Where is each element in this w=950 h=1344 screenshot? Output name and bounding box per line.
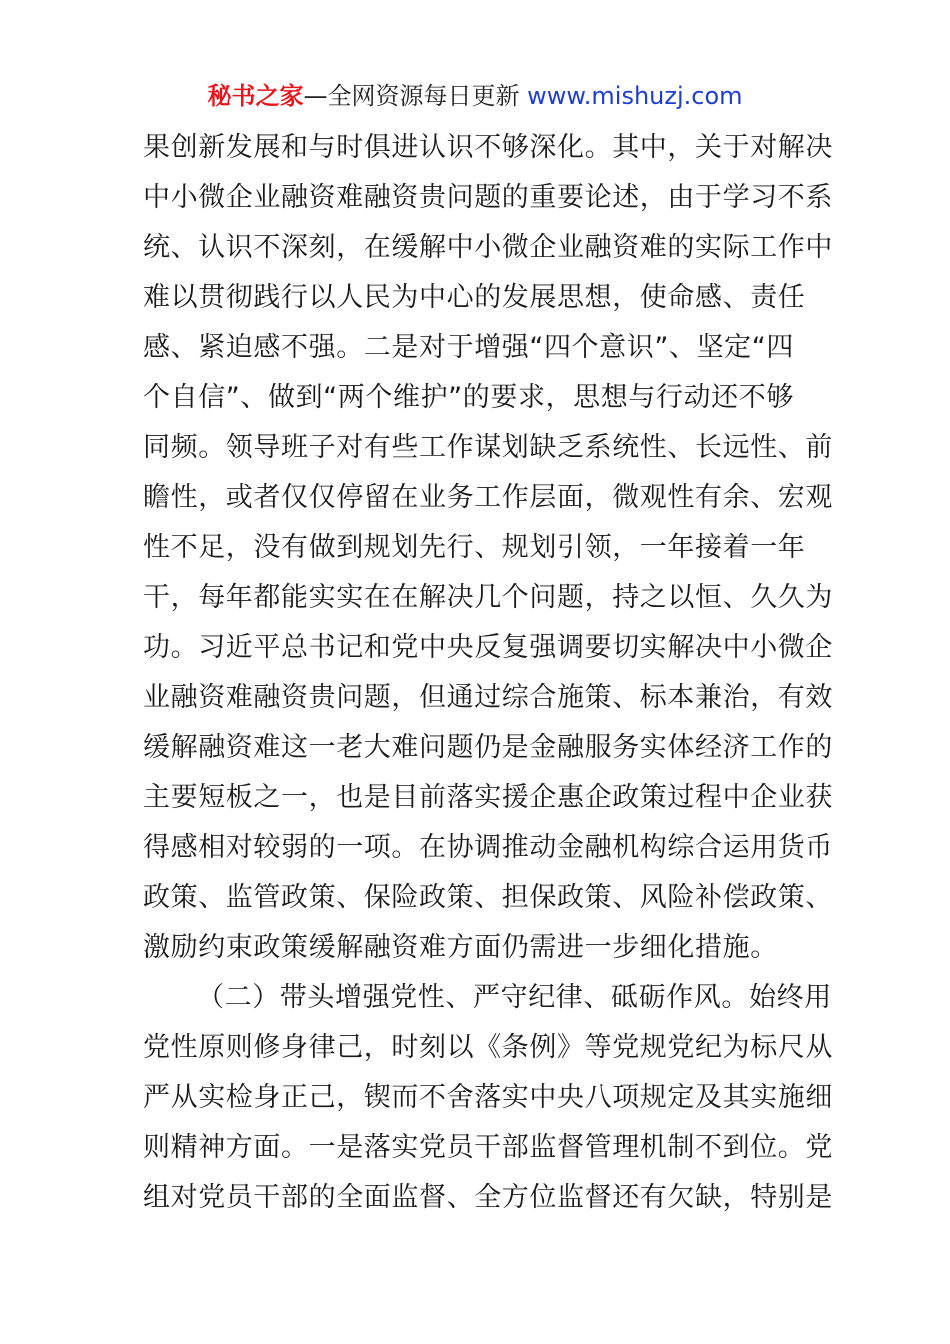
header-slogan: —全网资源每日更新 [303, 82, 528, 110]
text-line: 组对党员干部的全面监督、全方位监督还有欠缺，特别是 [143, 1182, 833, 1213]
text-line: 难以贯彻践行以人民为中心的发展思想，使命感、责任 [143, 282, 806, 313]
text-line: 业融资难融资贵问题，但通过综合施策、标本兼治，有效 [143, 682, 833, 713]
text-line: 果创新发展和与时俱进认识不够深化。其中，关于对解决 [143, 132, 833, 163]
brand-name: 秘书之家 [207, 82, 304, 110]
section-heading-line: （二）带头增强党性、严守纪律、砥砺作风。始终用 [197, 982, 832, 1013]
text-line: 严从实检身正己，锲而不舍落实中央八项规定及其实施细 [143, 1082, 833, 1113]
document-body [143, 123, 833, 1223]
text-line: 功。习近平总书记和党中央反复强调要切实解决中小微企 [143, 632, 833, 663]
page-header [0, 80, 950, 112]
text-line: 得感相对较弱的一项。在协调推动金融机构综合运用货币 [143, 832, 833, 863]
text-line: 个自信”、做到“两个维护”的要求，思想与行动还不够 [143, 382, 794, 413]
text-line: 激励约束政策缓解融资难方面仍需进一步细化措施。 [143, 932, 778, 963]
text-line: 干，每年都能实实在在解决几个问题，持之以恒、久久为 [143, 582, 833, 613]
text-line: 感、紧迫感不强。二是对于增强“四个意识”、坚定“四 [143, 332, 794, 363]
text-line: 同频。领导班子对有些工作谋划缺乏系统性、长远性、前 [143, 432, 833, 463]
text-line: 统、认识不深刻，在缓解中小微企业融资难的实际工作中 [143, 232, 833, 263]
text-line: 缓解融资难这一老大难问题仍是金融服务实体经济工作的 [143, 732, 833, 763]
text-line: 则精神方面。一是落实党员干部监督管理机制不到位。党 [143, 1132, 833, 1163]
text-line: 主要短板之一，也是目前落实援企惠企政策过程中企业获 [143, 782, 833, 813]
text-line: 瞻性，或者仅仅停留在业务工作层面，微观性有余、宏观 [143, 482, 833, 513]
text-line: 政策、监管政策、保险政策、担保政策、风险补偿政策、 [143, 882, 833, 913]
website-url[interactable]: www.mishuzj.com [527, 82, 743, 110]
text-line: 中小微企业融资难融资贵问题的重要论述，由于学习不系 [143, 182, 833, 213]
text-line: 党性原则修身律己，时刻以《条例》等党规党纪为标尺从 [143, 1032, 833, 1063]
text-line: 性不足，没有做到规划先行、规划引领，一年接着一年 [143, 532, 806, 563]
